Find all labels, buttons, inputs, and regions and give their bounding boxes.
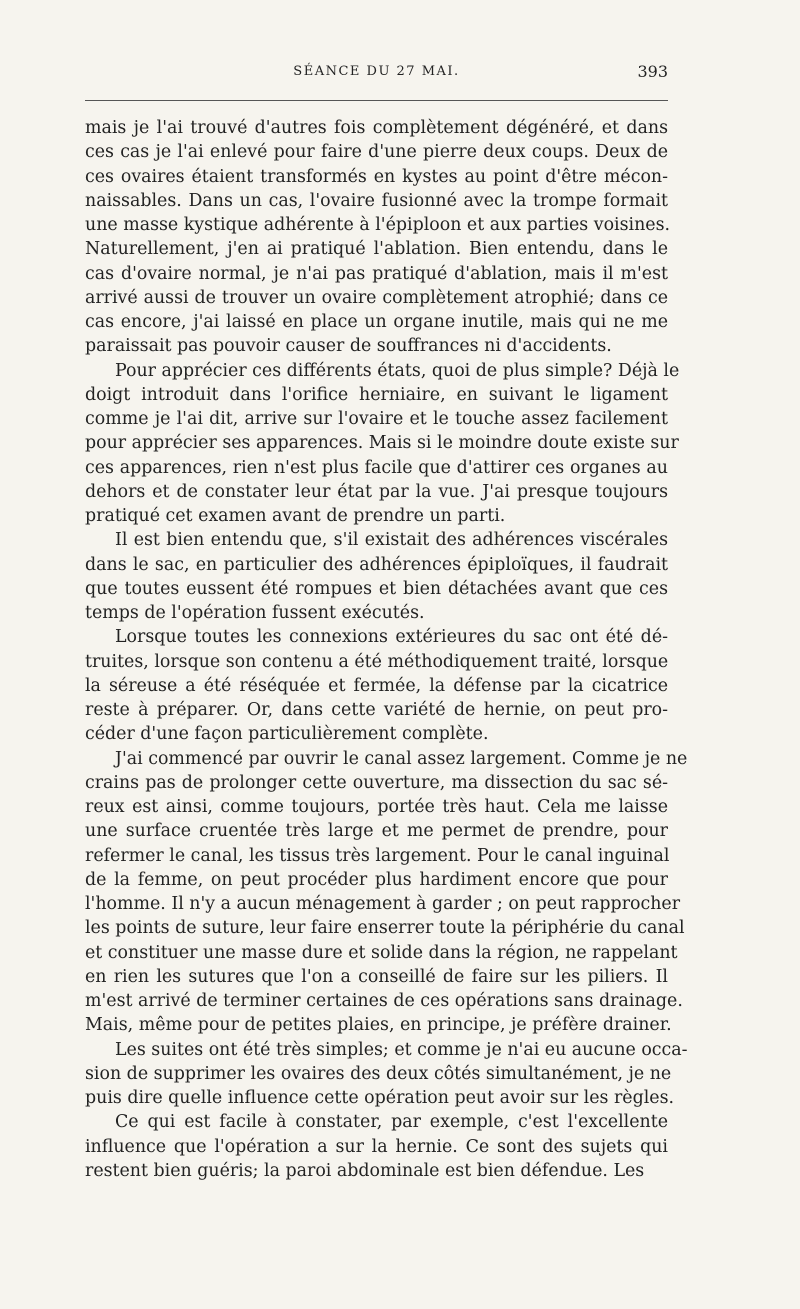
text-line: mais je l'ai trouvé d'autres fois complètement dégénéré, et dans — [85, 118, 668, 138]
text-line: l'homme. Il n'y a aucun ménagement à garder ; on peut rapprocher — [85, 894, 681, 914]
text-line: influence que l'opération a sur la hernie. Ce sont des sujets qui — [85, 1136, 668, 1157]
text-line: dehors et de constater leur état par la vue. J'ai presque toujours — [85, 481, 668, 502]
text-line: Les suites ont été très simples; et comme je n'ai eu aucune occa- — [115, 1039, 688, 1060]
text-line: temps de l'opération fussent exécutés. — [85, 603, 425, 623]
text-line: une surface cruentée très large et me permet de prendre, pour — [85, 821, 668, 842]
paragraph — [85, 528, 668, 625]
text-line: arrivé aussi de trouver un ovaire complètement atrophié; dans ce — [85, 287, 668, 308]
paragraph — [85, 625, 668, 746]
text-line: J'ai commencé par ouvrir le canal assez largement. Comme je ne — [115, 748, 688, 769]
text-line: m'est arrivé de terminer certaines de ces opérations sans drainage. — [85, 991, 683, 1011]
text-line: cas d'ovaire normal, je n'ai pas pratiqué d'ablation, mais il m'est — [85, 263, 668, 284]
text-line: restent bien guéris; la paroi abdominale est bien défendue. Les — [85, 1160, 645, 1181]
paragraph — [85, 116, 671, 359]
paragraph — [85, 1038, 688, 1111]
text-line: une masse kystique adhérente à l'épiploon et aux parties voisines. — [85, 215, 671, 235]
paragraph — [85, 359, 680, 529]
text-line: pour apprécier ses apparences. Mais si le moindre doute existe sur — [85, 433, 679, 454]
text-line: doigt introduit dans l'orifice herniaire, en suivant le ligament — [85, 384, 668, 405]
text-line: Ce qui est facile à constater, par exemple, c'est l'excellente — [115, 1112, 668, 1133]
text-line: truites, lorsque son contenu a été méthodiquement traité, lorsque — [85, 651, 669, 672]
text-line: dans le sac, en particulier des adhérences épiploïques, il faudrait — [85, 554, 668, 575]
text-line: la séreuse a été réséquée et fermée, la défense par la cicatrice — [85, 675, 668, 696]
text-line: paraissait pas pouvoir causer de souffrances ni d'accidents. — [85, 336, 612, 357]
body-text — [85, 116, 688, 1183]
text-line: cas encore, j'ai laissé en place un organe inutile, mais qui ne me — [85, 312, 668, 332]
text-line: Pour apprécier ces différents états, quoi de plus simple? Déjà le — [115, 360, 680, 381]
text-line: pratiqué cet examen avant de prendre un parti. — [85, 506, 506, 526]
text-line: refermer le canal, les tissus très largement. Pour le canal inguinal — [85, 845, 670, 866]
text-line: puis dire quelle influence cette opération peut avoir sur les règles. — [85, 1088, 675, 1108]
text-line: ces ovaires étaient transformés en kystes au point d'être mécon- — [85, 166, 668, 187]
text-line: en rien les sutures que l'on a conseillé de faire sur les piliers. Il — [85, 966, 668, 987]
header-rule — [85, 100, 668, 101]
text-line: comme je l'ai dit, arrive sur l'ovaire et le touche assez facilement — [85, 409, 668, 429]
page-header — [85, 60, 668, 86]
text-line: que toutes eussent été rompues et bien détachées avant que ces — [85, 578, 668, 599]
text-line: les points de suture, leur faire enserrer toute la périphérie du canal — [85, 918, 685, 939]
text-line: sion de supprimer les ovaires des deux côtés simultanément, je ne — [85, 1063, 672, 1084]
text-line: ces cas je l'ai enlevé pour faire d'une pierre deux coups. Deux de — [85, 142, 668, 163]
paragraph — [85, 747, 688, 1038]
text-line: de la femme, on peut procéder plus hardiment encore que pour — [85, 869, 668, 890]
page-number: 393 — [637, 62, 668, 81]
text-line: Naturellement, j'en ai pratiqué l'ablation. Bien entendu, dans le — [85, 239, 668, 260]
text-line: ces apparences, rien n'est plus facile que d'attirer ces organes au — [85, 457, 668, 478]
text-line: et constituer une masse dure et solide dans la région, ne rappelant — [85, 942, 678, 963]
text-line: Mais, même pour de petites plaies, en principe, je préfère drainer. — [85, 1015, 672, 1036]
text-line: Lorsque toutes les connexions extérieures du sac ont été dé- — [115, 627, 668, 648]
text-line: naissables. Dans un cas, l'ovaire fusionné avec la trompe formait — [85, 190, 668, 211]
text-line: reux est ainsi, comme toujours, portée très haut. Cela me laisse — [85, 797, 668, 817]
text-line: céder d'une façon particulièrement complète. — [85, 724, 489, 745]
running-title: SÉANCE DU 27 MAI. — [293, 64, 460, 79]
text-line: reste à préparer. Or, dans cette variété de hernie, on peut pro- — [85, 700, 668, 720]
text-line: crains pas de prolonger cette ouverture, ma dissection du sac sé- — [85, 772, 668, 793]
paragraph — [85, 1110, 668, 1183]
text-line: Il est bien entendu que, s'il existait des adhérences viscérales — [115, 530, 668, 551]
